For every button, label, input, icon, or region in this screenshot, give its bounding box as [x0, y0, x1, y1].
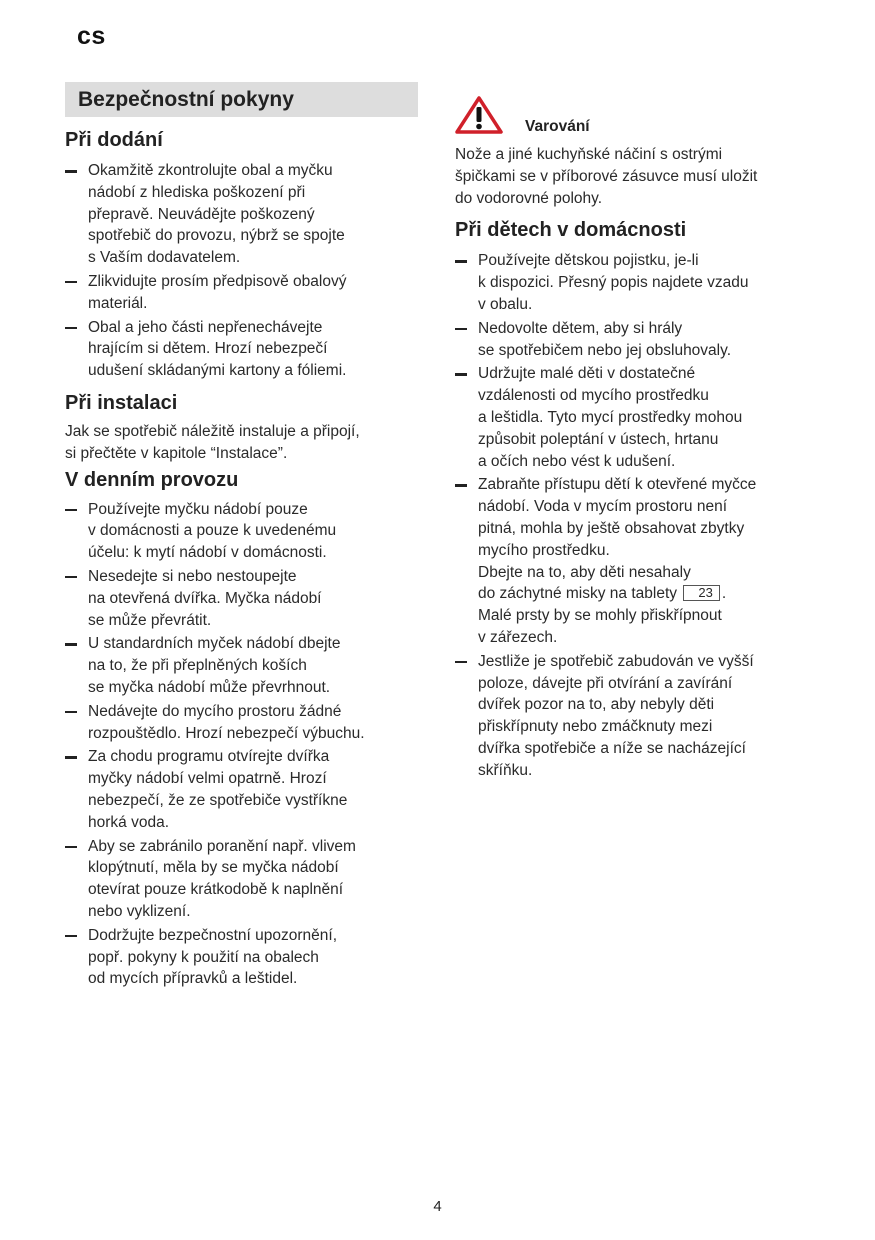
section-title: Bezpečnostní pokyny — [65, 82, 418, 117]
page-number: 4 — [433, 1198, 442, 1215]
dash-bullet — [455, 661, 467, 664]
dash-bullet — [65, 846, 77, 849]
list-item: U standardních myček nádobí dbejte na to, že při přeplněných koších se myčka nádobí může převrhnout. — [65, 633, 418, 698]
list-item: Nedovolte dětem, aby si hrály se spotřebičem nebo jej obsluhovaly. — [455, 318, 813, 362]
language-code: cs — [77, 22, 106, 50]
list-item: Používejte myčku nádobí pouze v domácnosti a pouze k uvedenému účelu: k mytí nádobí v domácnosti. — [65, 499, 418, 564]
list-item: Nedávejte do mycího prostoru žádné rozpouštědlo. Hrozí nebezpečí výbuchu. — [65, 701, 418, 745]
warning-triangle-icon — [455, 96, 503, 134]
heading-v-dennim-provozu: V denním provozu — [65, 468, 239, 491]
list-item: Zabraňte přístupu dětí k otevřené myčce nádobí. Voda v mycím prostoru není pitná, mohla by ještě obsahovat zbytky mycího prostředku. Dbejte na to, aby děti nesahaly do záchytné misky na tablety 23 . Malé prsty by se mohly přiskřípnout v zářezech. — [455, 474, 813, 648]
dash-bullet — [65, 327, 77, 330]
list-item: Udržujte malé děti v dostatečné vzdálenosti od mycího prostředku a leštidla. Tyto mycí prostředky mohou způsobit poleptání v ústech, hrtanu a očích nebo vést k udušení. — [455, 363, 813, 472]
list-v-dennim-provozu — [65, 499, 418, 991]
dash-bullet — [65, 170, 77, 173]
dash-bullet — [65, 643, 77, 646]
heading-pri-dodani: Při dodání — [65, 129, 163, 151]
list-item: Dodržujte bezpečnostní upozornění, popř. pokyny k použití na obalech od mycích přípravků a leštidel. — [65, 925, 418, 990]
dash-bullet — [455, 260, 467, 263]
dash-bullet — [65, 576, 77, 579]
heading-pri-detech: Při dětech v domácnosti — [455, 219, 687, 242]
dash-bullet — [65, 509, 77, 512]
list-item: Okamžitě zkontrolujte obal a myčku nádobí z hlediska poškození při přepravě. Neuvádějte poškozený spotřebič do provozu, nýbrž se spojte s Vaším dodavatelem. — [65, 160, 418, 269]
list-pri-detech — [455, 250, 813, 781]
list-item: Zlikvidujte prosím předpisově obalový materiál. — [65, 271, 418, 315]
list-item: Za chodu programu otvírejte dvířka myčky nádobí velmi opatrně. Hrozí nebezpečí, že ze spotřebiče vystříkne horká voda. — [65, 746, 418, 833]
warning-label: Varování — [525, 118, 590, 135]
dash-bullet — [455, 328, 467, 331]
right-column — [455, 96, 813, 784]
dash-bullet — [65, 756, 77, 759]
list-item: Aby se zabránilo poranění např. vlivem klopýtnutí, měla by se myčka nádobí otevírat pouze krátkodobě k naplnění nebo vyklizení. — [65, 836, 418, 923]
dash-bullet — [65, 935, 77, 938]
dash-bullet — [65, 281, 77, 284]
list-item: Používejte dětskou pojistku, je-li k dispozici. Přesný popis najdete vzadu v obalu. — [455, 250, 813, 315]
list-item: Nesedejte si nebo nestoupejte na otevřená dvířka. Myčka nádobí se může převrátit. — [65, 566, 418, 631]
warning-header — [455, 96, 813, 138]
heading-pri-instalaci: Při instalaci — [65, 391, 178, 414]
paragraph-instalace: Jak se spotřebič náležitě instaluje a připojí, si přečtěte v kapitole “Instalace”. — [65, 422, 360, 462]
warning-text: Nože a jiné kuchyňské náčiní s ostrými špičkami se v příborové zásuvce musí uložit do vodorovné polohy. — [455, 146, 758, 207]
dash-bullet — [455, 373, 467, 376]
dash-bullet — [65, 711, 77, 714]
list-item: Jestliže je spotřebič zabudován ve vyšší poloze, dávejte při otvírání a zavírání dvířek pozor na to, aby nebyly děti přiskřípnuty nebo zmáčknuty mezi dvířka spotřebiče a níže se nacházející skříňku. — [455, 651, 813, 782]
list-item: Obal a jeho části nepřenechávejte hrajícím si dětem. Hrozí nebezpečí udušení skládanými kartony a fóliemi. — [65, 317, 418, 382]
list-pri-dodani — [65, 160, 418, 382]
left-column — [65, 82, 418, 992]
page-reference-box: 23 — [683, 585, 719, 601]
dash-bullet — [455, 484, 467, 487]
